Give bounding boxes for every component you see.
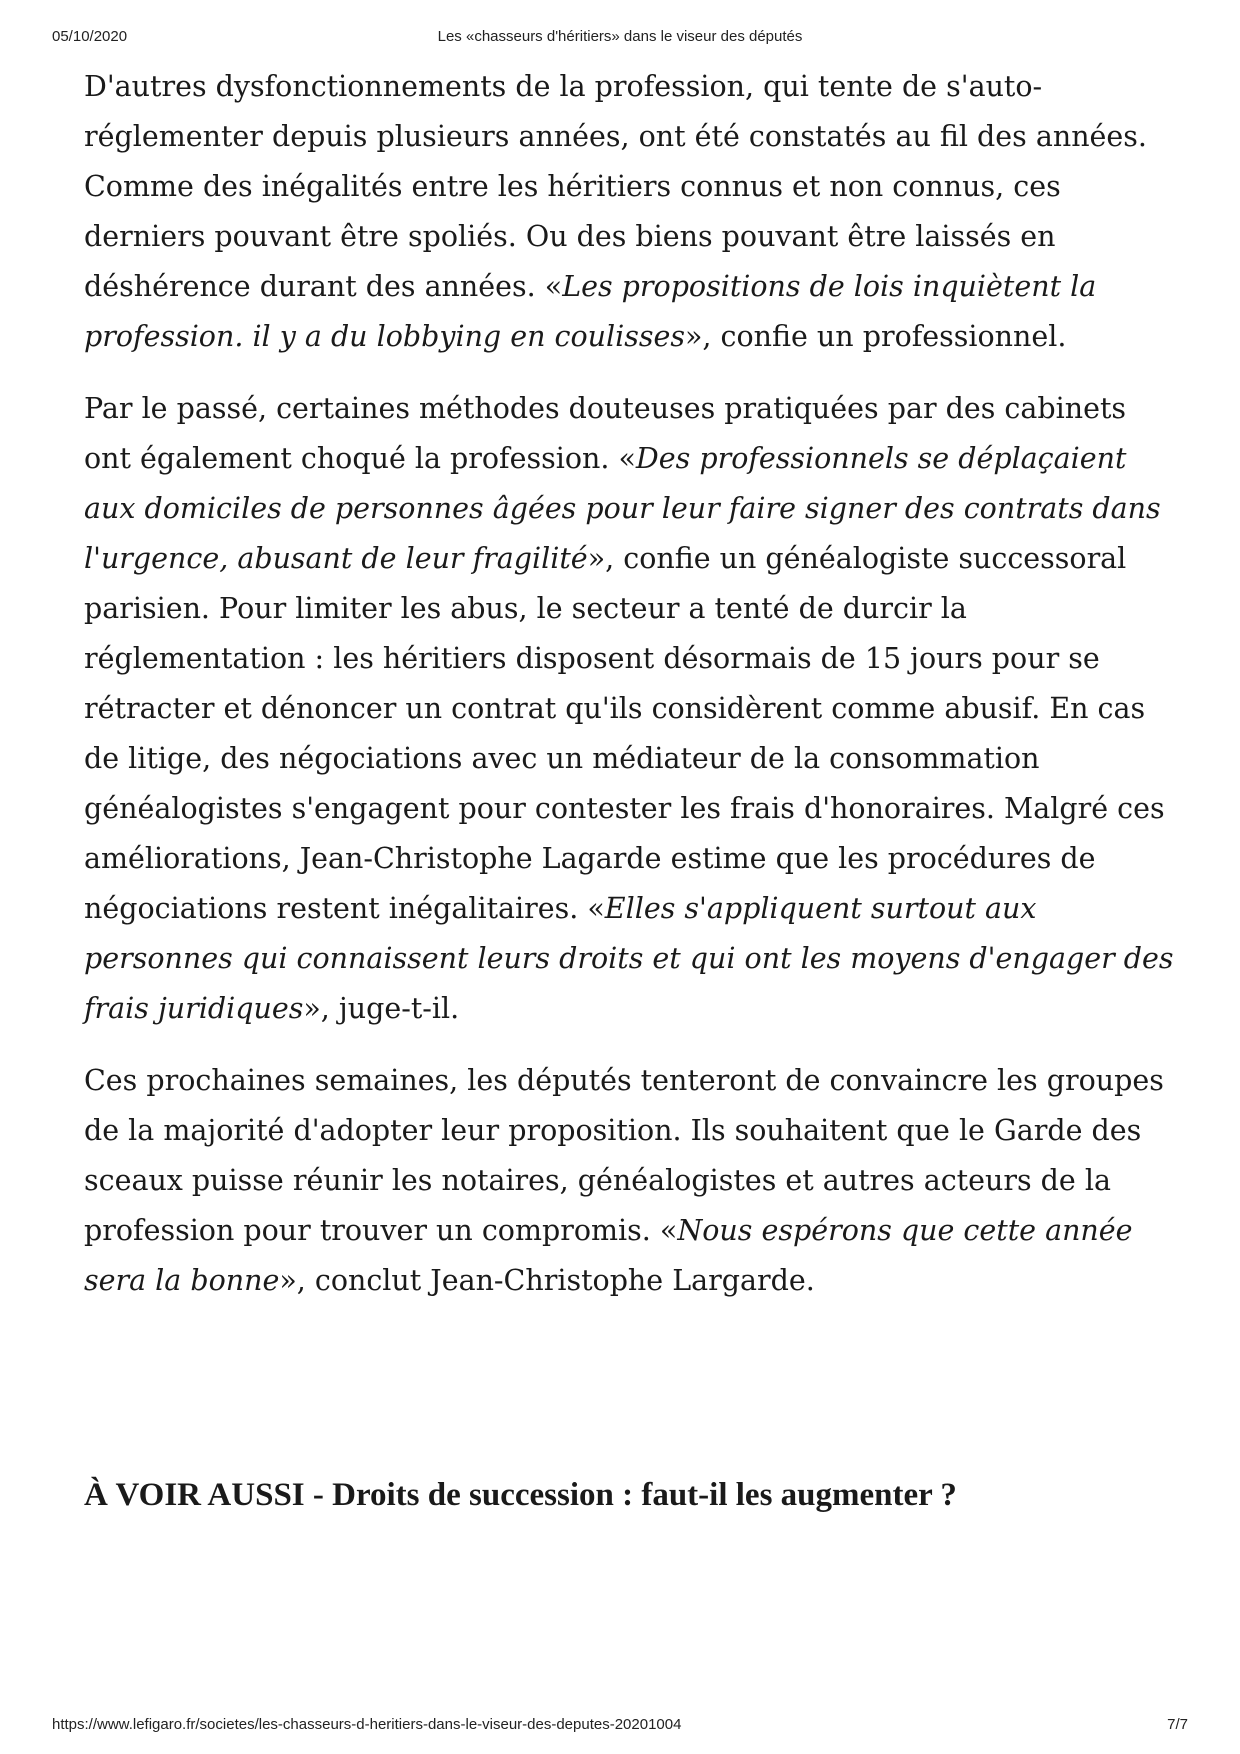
print-footer [52,1716,1188,1738]
paragraph-text: », confie un généalogiste successoral parisien. Pour limiter les abus, le secteur a tenté de durcir la réglementation : les héritiers disposent désormais de 15 jours pour se rétracter et dénoncer un contrat qu'ils considèrent comme abusif. En cas de litige, des négociations avec un médiateur de la consommation généalogistes s'engagent pour contester les frais d'honoraires. Malgré ces améliorations, Jean-Christophe Lagarde estime que les procédures de négociations restent inégalitaires. « [84,542,1165,925]
article-body [84,62,1174,1328]
quote-text: Des professionnels se déplaçaient aux domiciles de personnes âgées pour leur faire signer des contrats dans l'urgence, abusant de leur fragilité [84,442,1161,575]
page-url: https://www.lefigaro.fr/societes/les-chasseurs-d-heritiers-dans-le-viseur-des-deputes-20201004 [52,1716,682,1733]
quote-text: Les propositions de lois inquiètent la profession. il y a du lobbying en coulisses [84,270,1097,353]
quote-text: Elles s'appliquent surtout aux personnes qui connaissent leurs droits et qui ont les moyens d'engager des frais juridiques [84,892,1174,1025]
paragraph-methodes-douteuses [84,384,1174,1034]
paragraph-prochaines-semaines [84,1056,1174,1306]
print-date: 05/10/2020 [52,28,128,45]
see-also-heading[interactable]: À VOIR AUSSI - Droits de succession : faut-il les augmenter ? [84,1477,957,1513]
paragraph-text: Ces prochaines semaines, les députés tenteront de convaincre les groupes de la majorité d'adopter leur proposition. Ils souhaitent que le Garde des sceaux puisse réunir les notaires, généalogistes et autres acteurs de la profession pour trouver un compromis. « [84,1064,1164,1247]
paragraph-dysfonctionnements [84,62,1174,362]
print-header [52,28,1188,50]
paragraph-text: Par le passé, certaines méthodes douteuses pratiquées par des cabinets ont également choqué la profession. « [84,392,1127,475]
paragraph-text: », conclut Jean-Christophe Largarde. [279,1264,815,1297]
paragraph-text: », juge-t-il. [303,992,460,1025]
print-page-title: Les «chasseurs d'héritiers» dans le viseur des députés [437,28,803,45]
quote-text: Nous espérons que cette année sera la bonne [84,1214,1133,1297]
page-number: 7/7 [1167,1716,1188,1733]
paragraph-text: D'autres dysfonctionnements de la profession, qui tente de s'auto-réglementer depuis plusieurs années, ont été constatés au fil des années. Comme des inégalités entre les héritiers connus et non connus, ces derniers pouvant être spoliés. Ou des biens pouvant être laissés en déshérence durant des années. « [84,70,1147,303]
paragraph-text: », confie un professionnel. [684,320,1067,353]
